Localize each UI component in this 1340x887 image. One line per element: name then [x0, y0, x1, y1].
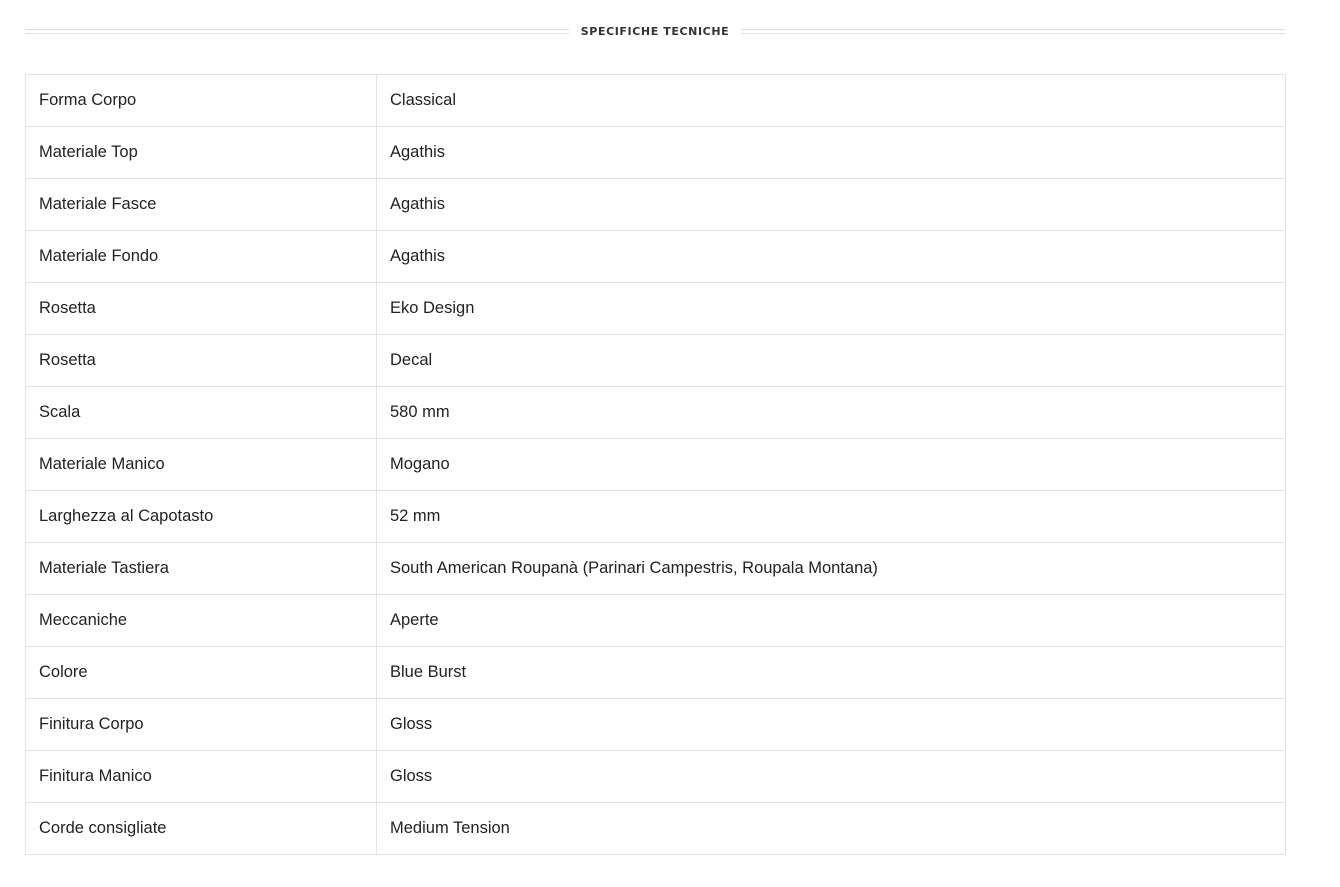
spec-value: South American Roupanà (Parinari Campestris, Roupala Montana)	[377, 543, 1286, 595]
table-row	[26, 335, 1286, 387]
spec-value: Gloss	[377, 699, 1286, 751]
table-row	[26, 75, 1286, 127]
header-rule-left	[25, 29, 569, 34]
spec-value: Agathis	[377, 231, 1286, 283]
spec-value: Agathis	[377, 179, 1286, 231]
spec-value: Agathis	[377, 127, 1286, 179]
section-header	[25, 20, 1285, 42]
spec-label: Corde consigliate	[26, 803, 377, 855]
spec-label: Forma Corpo	[26, 75, 377, 127]
spec-value: Eko Design	[377, 283, 1286, 335]
spec-value: Medium Tension	[377, 803, 1286, 855]
table-row	[26, 231, 1286, 283]
table-row	[26, 127, 1286, 179]
spec-label: Materiale Fondo	[26, 231, 377, 283]
spec-label: Rosetta	[26, 283, 377, 335]
spec-value: 52 mm	[377, 491, 1286, 543]
spec-value: Decal	[377, 335, 1286, 387]
spec-label: Scala	[26, 387, 377, 439]
spec-label: Meccaniche	[26, 595, 377, 647]
table-row	[26, 179, 1286, 231]
table-row	[26, 387, 1286, 439]
spec-label: Finitura Corpo	[26, 699, 377, 751]
header-rule-right	[741, 29, 1285, 34]
spec-label: Materiale Tastiera	[26, 543, 377, 595]
spec-value: Mogano	[377, 439, 1286, 491]
section-title: SPECIFICHE TECNICHE	[580, 24, 730, 38]
table-row	[26, 699, 1286, 751]
spec-value: Gloss	[377, 751, 1286, 803]
spec-label: Materiale Fasce	[26, 179, 377, 231]
table-row	[26, 751, 1286, 803]
table-row	[26, 595, 1286, 647]
specs-table-body	[26, 75, 1286, 855]
spec-label: Larghezza al Capotasto	[26, 491, 377, 543]
specs-table	[25, 74, 1286, 855]
spec-value: Classical	[377, 75, 1286, 127]
table-row	[26, 439, 1286, 491]
spec-label: Colore	[26, 647, 377, 699]
spec-label: Rosetta	[26, 335, 377, 387]
spec-value: Aperte	[377, 595, 1286, 647]
table-row	[26, 647, 1286, 699]
table-row	[26, 283, 1286, 335]
table-row	[26, 803, 1286, 855]
spec-value: Blue Burst	[377, 647, 1286, 699]
spec-value: 580 mm	[377, 387, 1286, 439]
spec-label: Materiale Manico	[26, 439, 377, 491]
spec-label: Materiale Top	[26, 127, 377, 179]
spec-label: Finitura Manico	[26, 751, 377, 803]
table-row	[26, 543, 1286, 595]
table-row	[26, 491, 1286, 543]
